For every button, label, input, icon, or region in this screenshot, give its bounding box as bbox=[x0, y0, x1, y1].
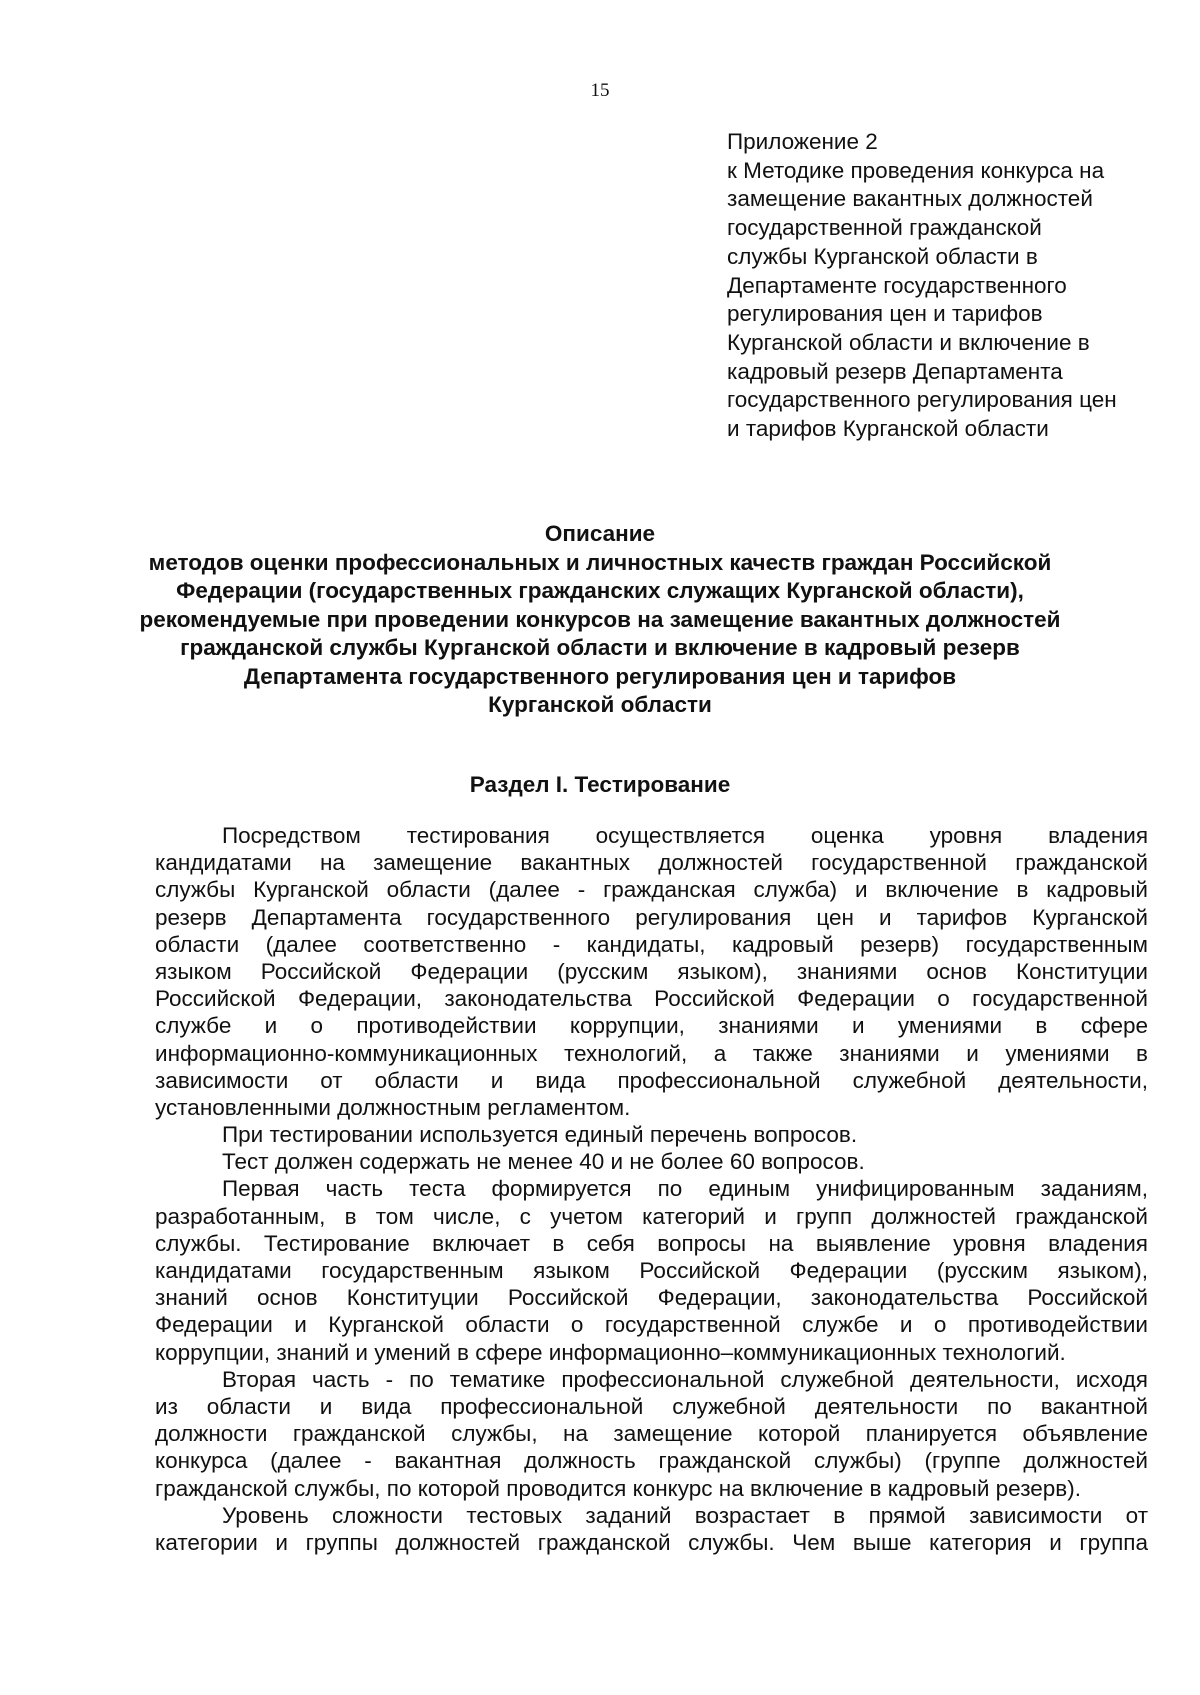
body-line: конкурса (далее - вакантная должность гражданской службы) (группе должностей bbox=[155, 1448, 1148, 1474]
appendix-line: к Методике проведения конкурса на bbox=[727, 157, 1105, 183]
appendix-line: замещение вакантных должностей bbox=[727, 186, 1093, 212]
body-line: области (далее соответственно - кандидаты, кадровый резерв) государственным bbox=[155, 931, 1148, 957]
appendix-line: кадровый резерв Департамента bbox=[727, 358, 1063, 384]
body-line: должности гражданской службы, на замещение которой планируется объявление bbox=[155, 1421, 1148, 1447]
appendix-line: Курганской области и включение в bbox=[727, 329, 1090, 355]
body-line: службе и о противодействии коррупции, знаниями и умениями в сфере bbox=[155, 1013, 1148, 1039]
body-line: кандидатами на замещение вакантных должностей государственной гражданской bbox=[155, 850, 1148, 876]
body-line: Федерации и Курганской области о государственной службе и о противодействии bbox=[155, 1312, 1148, 1338]
body-line: Российской Федерации, законодательства Российской Федерации о государственной bbox=[155, 986, 1148, 1012]
document-heading bbox=[100, 520, 1100, 720]
body-line: из области и вида профессиональной служебной деятельности по вакантной bbox=[155, 1393, 1148, 1419]
heading-line: Департамента государственного регулирования цен и тарифов bbox=[243, 663, 957, 689]
body-line: зависимости от области и вида профессиональной служебной деятельности, bbox=[155, 1067, 1148, 1093]
body-line: информационно-коммуникационных технологий, а также знаниями и умениями в bbox=[155, 1040, 1148, 1066]
body-line: знаний основ Конституции Российской Федерации, законодательства Российской bbox=[155, 1285, 1148, 1311]
body-line: При тестировании используется единый перечень вопросов. bbox=[222, 1122, 858, 1148]
body-line: коррупции, знаний и умений в сфере информационно–коммуникационных технологий. bbox=[155, 1339, 1066, 1365]
appendix-reference bbox=[727, 128, 1167, 444]
body-line: резерв Департамента государственного регулирования цен и тарифов Курганской bbox=[155, 904, 1148, 930]
appendix-line: государственной гражданской bbox=[727, 215, 1042, 241]
appendix-line: Приложение 2 bbox=[727, 129, 878, 154]
appendix-line: Департаменте государственного bbox=[727, 272, 1067, 298]
body-line: разработанным, в том числе, с учетом категорий и групп должностей гражданской bbox=[155, 1203, 1148, 1229]
body-line: Вторая часть - по тематике профессиональной служебной деятельности, исходя bbox=[222, 1366, 1148, 1392]
body-line: Тест должен содержать не менее 40 и не более 60 вопросов. bbox=[222, 1149, 865, 1175]
heading-line: рекомендуемые при проведении конкурсов на замещение вакантных должностей bbox=[139, 606, 1061, 632]
heading-line: Описание bbox=[544, 521, 656, 546]
body-line: Уровень сложности тестовых заданий возрастает в прямой зависимости от bbox=[222, 1502, 1148, 1528]
heading-line: методов оценки профессиональных и личностных качеств граждан Российской bbox=[148, 549, 1052, 575]
body-text bbox=[155, 822, 1148, 1556]
body-line: службы Курганской области (далее - гражданская служба) и включение в кадровый bbox=[155, 877, 1148, 903]
heading-line: Курганской области bbox=[488, 692, 712, 717]
body-line: кандидатами государственным языком Российской Федерации (русским языком), bbox=[155, 1258, 1148, 1283]
section-title: Раздел I. Тестирование bbox=[469, 772, 731, 797]
appendix-line: государственного регулирования цен bbox=[727, 387, 1117, 413]
heading-line: Федерации (государственных гражданских служащих Курганской области), bbox=[176, 578, 1024, 603]
body-line: категории и группы должностей гражданской службы. Чем выше категория и группа bbox=[155, 1529, 1148, 1555]
body-line: службы. Тестирование включает в себя вопросы на выявление уровня владения bbox=[155, 1230, 1148, 1256]
body-line: Посредством тестирования осуществляется оценка уровня владения bbox=[222, 823, 1148, 848]
appendix-line: регулирования цен и тарифов bbox=[727, 301, 1043, 327]
heading-line: гражданской службы Курганской области и включение в кадровый резерв bbox=[180, 635, 1020, 660]
appendix-line: и тарифов Курганской области bbox=[727, 416, 1049, 442]
page-number: 15 bbox=[590, 80, 610, 101]
body-line: языком Российской Федерации (русским языком), знаниями основ Конституции bbox=[155, 958, 1148, 984]
body-line: Первая часть теста формируется по единым унифицированным заданиям, bbox=[222, 1176, 1148, 1202]
body-line: гражданской службы, по которой проводится конкурс на включение в кадровый резерв). bbox=[155, 1475, 1081, 1501]
body-line: установленными должностным регламентом. bbox=[155, 1094, 631, 1120]
appendix-line: службы Курганской области в bbox=[727, 243, 1038, 269]
